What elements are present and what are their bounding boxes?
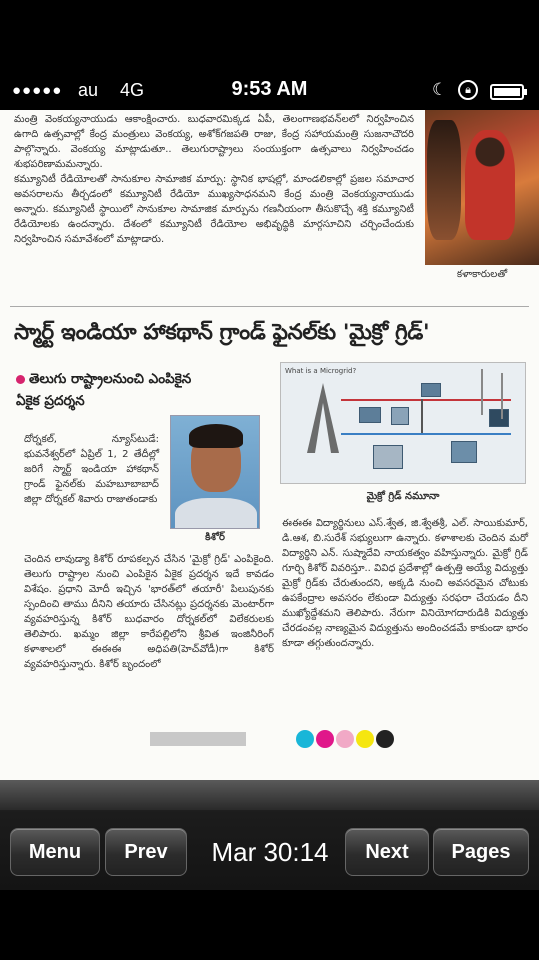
newspaper-page[interactable]: [0, 110, 539, 780]
article-body-left-b: చెందిన లావుడ్యా కిశోర్ రూపకల్పన చేసిన 'మైక్రో గ్రిడ్' ఎంపికైంది. తెలుగు రాష్ట్రాల నుంచి ఎంపికైన ఏకైక ప్రదర్శన ఇదే కావడం విశేషం. ప్రధాని మోదీ ఇచ్చిన 'భారత్‌లో తయారీ' పిలుపునకు స్పందించి తాము దీనిని తయారు చేసినట్లు ప్రదర్శనకు మెంటార్‌గా వ్యవహరిస్తున్న కిశోర్ బుధవారం దోర్నకల్‌లో విలేకరులకు తెలిపారు. ఖమ్మం జిల్లా కారేపల్లిలోని శ్రీవిత ఇంజినీరింగ్ కళాశాలలో ఈఈఈ అధిపతి(హెచ్‌వోడీ)గా కిశోర్ వ్యవహరిస్తున్నారు. కిశోర్ బృందంలో: [24, 554, 274, 670]
article-headline: స్మార్ట్ ఇండియా హాకథాన్ గ్రాండ్ ఫైనల్‌కు 'మైక్రో గ్రిడ్': [14, 320, 430, 345]
battery-icon: [490, 84, 524, 100]
subhead-line-2: ఏకైక ప్రదర్శన: [16, 393, 85, 409]
wind-turbine-icon: [481, 369, 483, 415]
diagram-caption: మైక్రో గ్రిడ్ నమూనా: [366, 491, 440, 502]
article-top-text: [14, 112, 414, 247]
diagram-label: What is a Microgrid?: [285, 367, 357, 375]
building-icon: [359, 407, 381, 423]
do-not-disturb-icon: ☾: [432, 80, 448, 99]
microgrid-diagram: [280, 362, 526, 484]
next-button[interactable]: Next: [345, 828, 429, 876]
color-mark-pink: [336, 730, 354, 748]
wind-turbine-icon: [501, 373, 503, 419]
print-color-marks: [296, 730, 396, 750]
color-mark-cyan: [296, 730, 314, 748]
kishore-portrait: [170, 415, 260, 529]
status-bar: [0, 70, 539, 114]
clock: 9:53 AM: [231, 78, 308, 100]
control-unit-icon: [373, 445, 403, 469]
portrait-caption: కిశోర్: [205, 532, 225, 543]
inverter-icon: [489, 409, 509, 427]
network-type: 4G: [120, 80, 145, 100]
signal-strength-icon: ●●●●●: [12, 82, 63, 99]
edition-date: Mar 30:14: [211, 837, 329, 867]
article-body-left-a: దోర్నకల్, న్యూస్‌టుడే: భువనేశ్వర్‌లో ఏప్రిల్ 1, 2 తేదీల్లో జరిగే స్మార్ట్ ఇండియా హాకథాన్ గ్రాండ్ ఫైనల్‌కు మహబూబాబాద్ జిల్లా దోర్నకల్ శివారు రాజుతండాకు: [24, 434, 159, 505]
article-body-right: ఈఈఈ విద్యార్థినులు ఎస్.శ్వేత, జి.శ్వేతశ్రీ, ఎల్. సాయికుమార్, డి.ఆశ, బి.సురేశ్ సభ్యులుగా ఉన్నారు. కళాశాలకు చెందిన మరో విద్యార్థిని ఎన్. సుష్మాదేవి నాయకత్వం వహిస్తున్నారు. మైక్రో గ్రిడ్ గూర్చి కిశోర్ వివరిస్తూ.. వివిధ ప్రదేశాల్లో ఉత్పత్తి అయ్యే విద్యుత్తు మైక్రో గ్రిడ్‌కు చేరుతుందని, అక్కడి నుంచి అవసరమైన చోటుకు ఉపకేంద్రాల అవసరం లేకుండా విద్యుత్తు సరఫరా చేయడం దీని ముఖ్యోద్దేశమని తెలిపారు. నేరుగా వినియోగదారుడికి విద్యుత్తు చేరడంవల్ల నాణ్యమైన విద్యుత్తును అందించడమే కాకుండా భారం కూడా తగ్గుతుందన్నారు.: [282, 518, 528, 649]
menu-button[interactable]: Menu: [10, 828, 100, 876]
prev-button[interactable]: Prev: [105, 828, 187, 876]
article-subhead: [16, 368, 266, 412]
section-divider: [10, 306, 529, 307]
battery-storage-icon: [451, 441, 477, 463]
subhead-line-1: తెలుగు రాష్ట్రాలనుంచి ఎంపికైన: [29, 371, 192, 387]
bullet-icon: [16, 375, 25, 384]
color-mark-yellow: [356, 730, 374, 748]
solar-panel-icon: [421, 383, 441, 397]
article-top-paragraph-2: కమ్యూనిటీ రేడియోలతో సానుకూల సామాజిక మార్పు: స్థానిక భాషల్లో, మాండలికాల్లో ప్రజల సమాచార అవసరాలను తీర్చడంలో కమ్యూనిటీ రేడియో ముఖ్యసాధనమని కేంద్ర మంత్రి వెంకయ్యనాయుడు అన్నారు. కమ్యూనిటీ స్థాయిలో సానుకూల సామాజిక మార్పును గణనీయంగా తీసుకొచ్చే శక్తి కమ్యూనిటీ రేడియోలకు ఉందన్నారు. దేశంలో కమ్యూనిటీ రేడియోల అభివృద్ధికి మార్గసూచిని చర్చించేందుకు నిర్వహించిన సమావేశంలో మాట్లాడారు.: [14, 174, 414, 245]
page-scroll-indicator[interactable]: [150, 732, 246, 746]
article-top-paragraph-1: మంత్రి వెంకయ్యనాయుడు ఆకాంక్షించారు. బుధవారమిక్కడ ఏపీ, తెలంగాణభవన్‌లలో నిర్వహించిన ఉగాది ఉత్సవాల్లో కేంద్ర మంత్రులు వెంకయ్య, అశోక్‌గజపతి రాజు, కేంద్ర సహాయమంత్రి సుజనాచౌదరి పాల్గొన్నారు. వెంకయ్య మాట్లాడుతూ.. తెలుగురాష్ట్రాలు సంయుక్తంగా ఉత్సవాలు నిర్వహించడం శుభపరిణామమన్నారు.: [14, 114, 414, 170]
color-mark-magenta: [316, 730, 334, 748]
carrier-label: au: [78, 80, 99, 100]
dancers-photo-caption: కళాకారులతో: [456, 269, 508, 280]
pages-button[interactable]: Pages: [433, 828, 529, 876]
rotation-lock-icon: 🔒︎: [458, 80, 478, 100]
dancers-photo: [425, 110, 539, 265]
reader-toolbar: [0, 780, 539, 890]
house-icon: [391, 407, 409, 425]
color-mark-black: [376, 730, 394, 748]
